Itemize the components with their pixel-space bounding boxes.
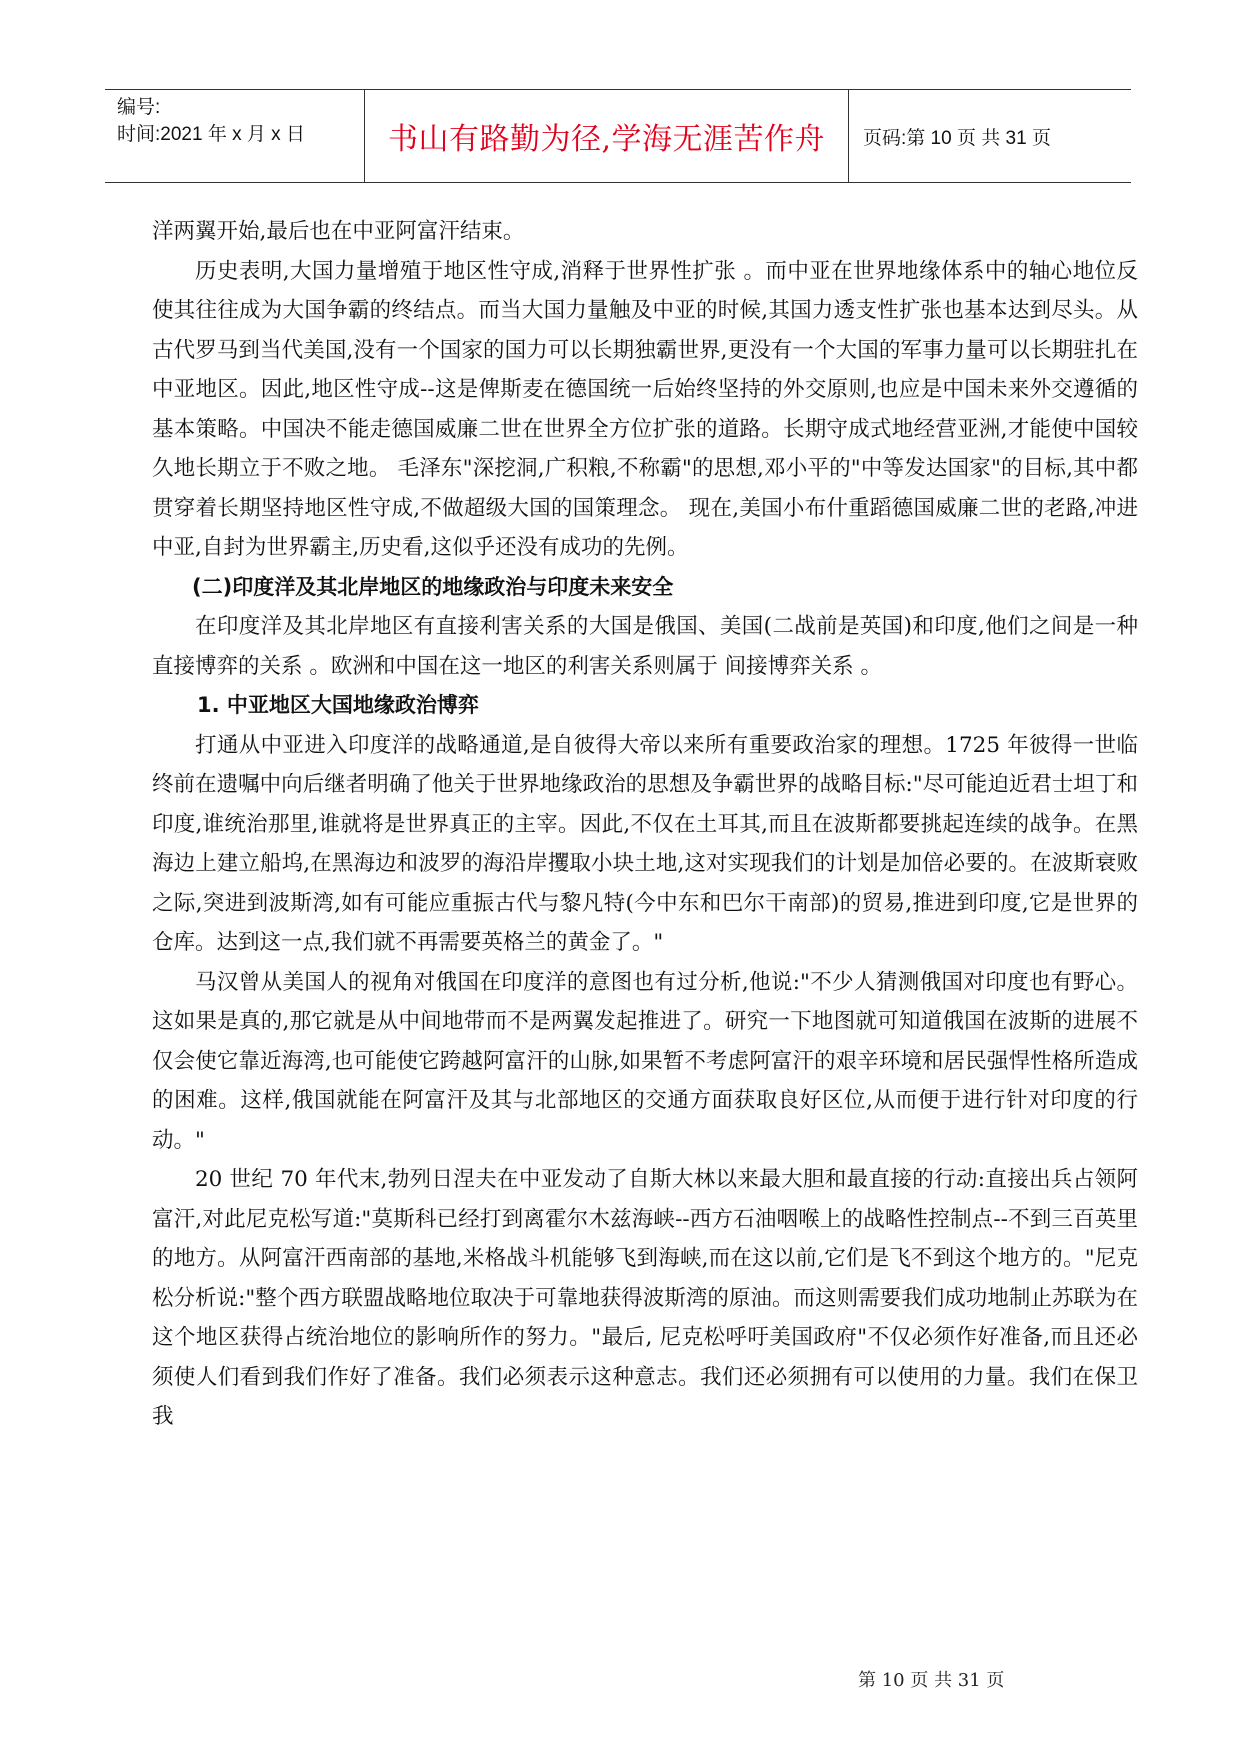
paragraph: 20 世纪 70 年代末,勃列日涅夫在中亚发动了自斯大林以来最大胆和最直接的行动:直接出兵占领阿富汗,对此尼克松写道:"莫斯科已经打到离霍尔木兹海峡--西方石油咽喉上的战略性控制点--不到三百英里的地方。从阿富汗西南部的基地,米格战斗机能够飞到海峡,而在这以前,它们是飞不到这个地方的。"尼克松分析说:"整个西方联盟战略地位取决于可靠地获得波斯湾的原油。而这则需要我们成功地制止苏联为在这个地区获得占统治地位的影响所作的努力。"最后, 尼克松呼吁美国政府"不仅必须作好准备,而且还必须使人们看到我们作好了准备。我们必须表示这种意志。我们还必须拥有可以使用的力量。我们在保卫我 — [152, 1167, 1138, 1429]
header-page-info: 页码:第 10 页 共 31 页 — [863, 127, 1051, 149]
header-motto: 书山有路勤为径,学海无涯苦作舟 — [365, 90, 849, 182]
document-header — [105, 89, 1131, 183]
header-meta — [105, 90, 365, 182]
paragraph: 历史表明,大国力量增殖于地区性守成,消释于世界性扩张 。而中亚在世界地缘体系中的轴心地位反使其往往成为大国争霸的终结点。而当大国力量触及中亚的时候,其国力透支性扩张也基本达到尽头。从古代罗马到当代美国,没有一个国家的国力可以长期独霸世界,更没有一个大国的军事力量可以长期驻扎在中亚地区。因此,地区性守成--这是俾斯麦在德国统一后始终坚持的外交原则,也应是中国未来外交遵循的基本策略。中国决不能走德国威廉二世在世界全方位扩张的道路。长期守成式地经营亚洲,才能使中国较久地长期立于不败之地。 毛泽东"深挖洞,广积粮,不称霸"的思想,邓小平的"中等发达国家"的目标,其中都贯穿着长期坚持地区性守成,不做超级大国的国策理念。 现在,美国小布什重蹈德国威廉二世的老路,冲进中亚,自封为世界霸主,历史看,这似乎还没有成功的先例。 — [152, 258, 1138, 560]
page-footer: 第 10 页 共 31 页 — [858, 1670, 1005, 1691]
document-time-label: 时间:2021 年 x 月 x 日 — [117, 124, 305, 145]
section-heading: (二)印度洋及其北岸地区的地缘政治与印度未来安全 — [192, 574, 674, 599]
paragraph: 马汉曾从美国人的视角对俄国在印度洋的意图也有过分析,他说:"不少人猜测俄国对印度也有野心。这如果是真的,那它就是从中间地带而不是两翼发起推进了。研究一下地图就可知道俄国在波斯的进展不仅会使它靠近海湾,也可能使它跨越阿富汗的山脉,如果暂不考虑阿富汗的艰辛环境和居民强悍性格所造成的困难。这样,俄国就能在阿富汗及其与北部地区的交通方面获取良好区位,从而便于进行针对印度的行动。" — [152, 969, 1138, 1153]
document-number-label: 编号: — [117, 97, 161, 118]
document-body — [152, 212, 1138, 1437]
paragraph: 在印度洋及其北岸地区有直接利害关系的大国是俄国、美国(二战前是英国)和印度,他们之间是一种 直接博弈的关系 。欧洲和中国在这一地区的利害关系则属于 间接博弈关系 。 — [152, 614, 1138, 679]
paragraph: 打通从中亚进入印度洋的战略通道,是自彼得大帝以来所有重要政治家的理想。1725 年彼得一世临终前在遗嘱中向后继者明确了他关于世界地缘政治的思想及争霸世界的战略目标:"尽可能迫近君士坦丁和印度,谁统治那里,谁就将是世界真正的主宰。因此,不仅在土耳其,而且在波斯都要挑起连续的战争。在黑海边上建立船坞,在黑海边和波罗的海沿岸攫取小块土地,这对实现我们的计划是加倍必要的。在波斯衰败之际,突进到波斯湾,如有可能应重振古代与黎凡特(今中东和巴尔干南部)的贸易,推进到印度,它是世界的仓库。达到这一点,我们就不再需要英格兰的黄金了。" — [152, 732, 1138, 955]
subsection-heading: 1. 中亚地区大国地缘政治博弈 — [197, 693, 479, 717]
paragraph-continuation: 洋两翼开始,最后也在中亚阿富汗结束。 — [152, 219, 525, 244]
